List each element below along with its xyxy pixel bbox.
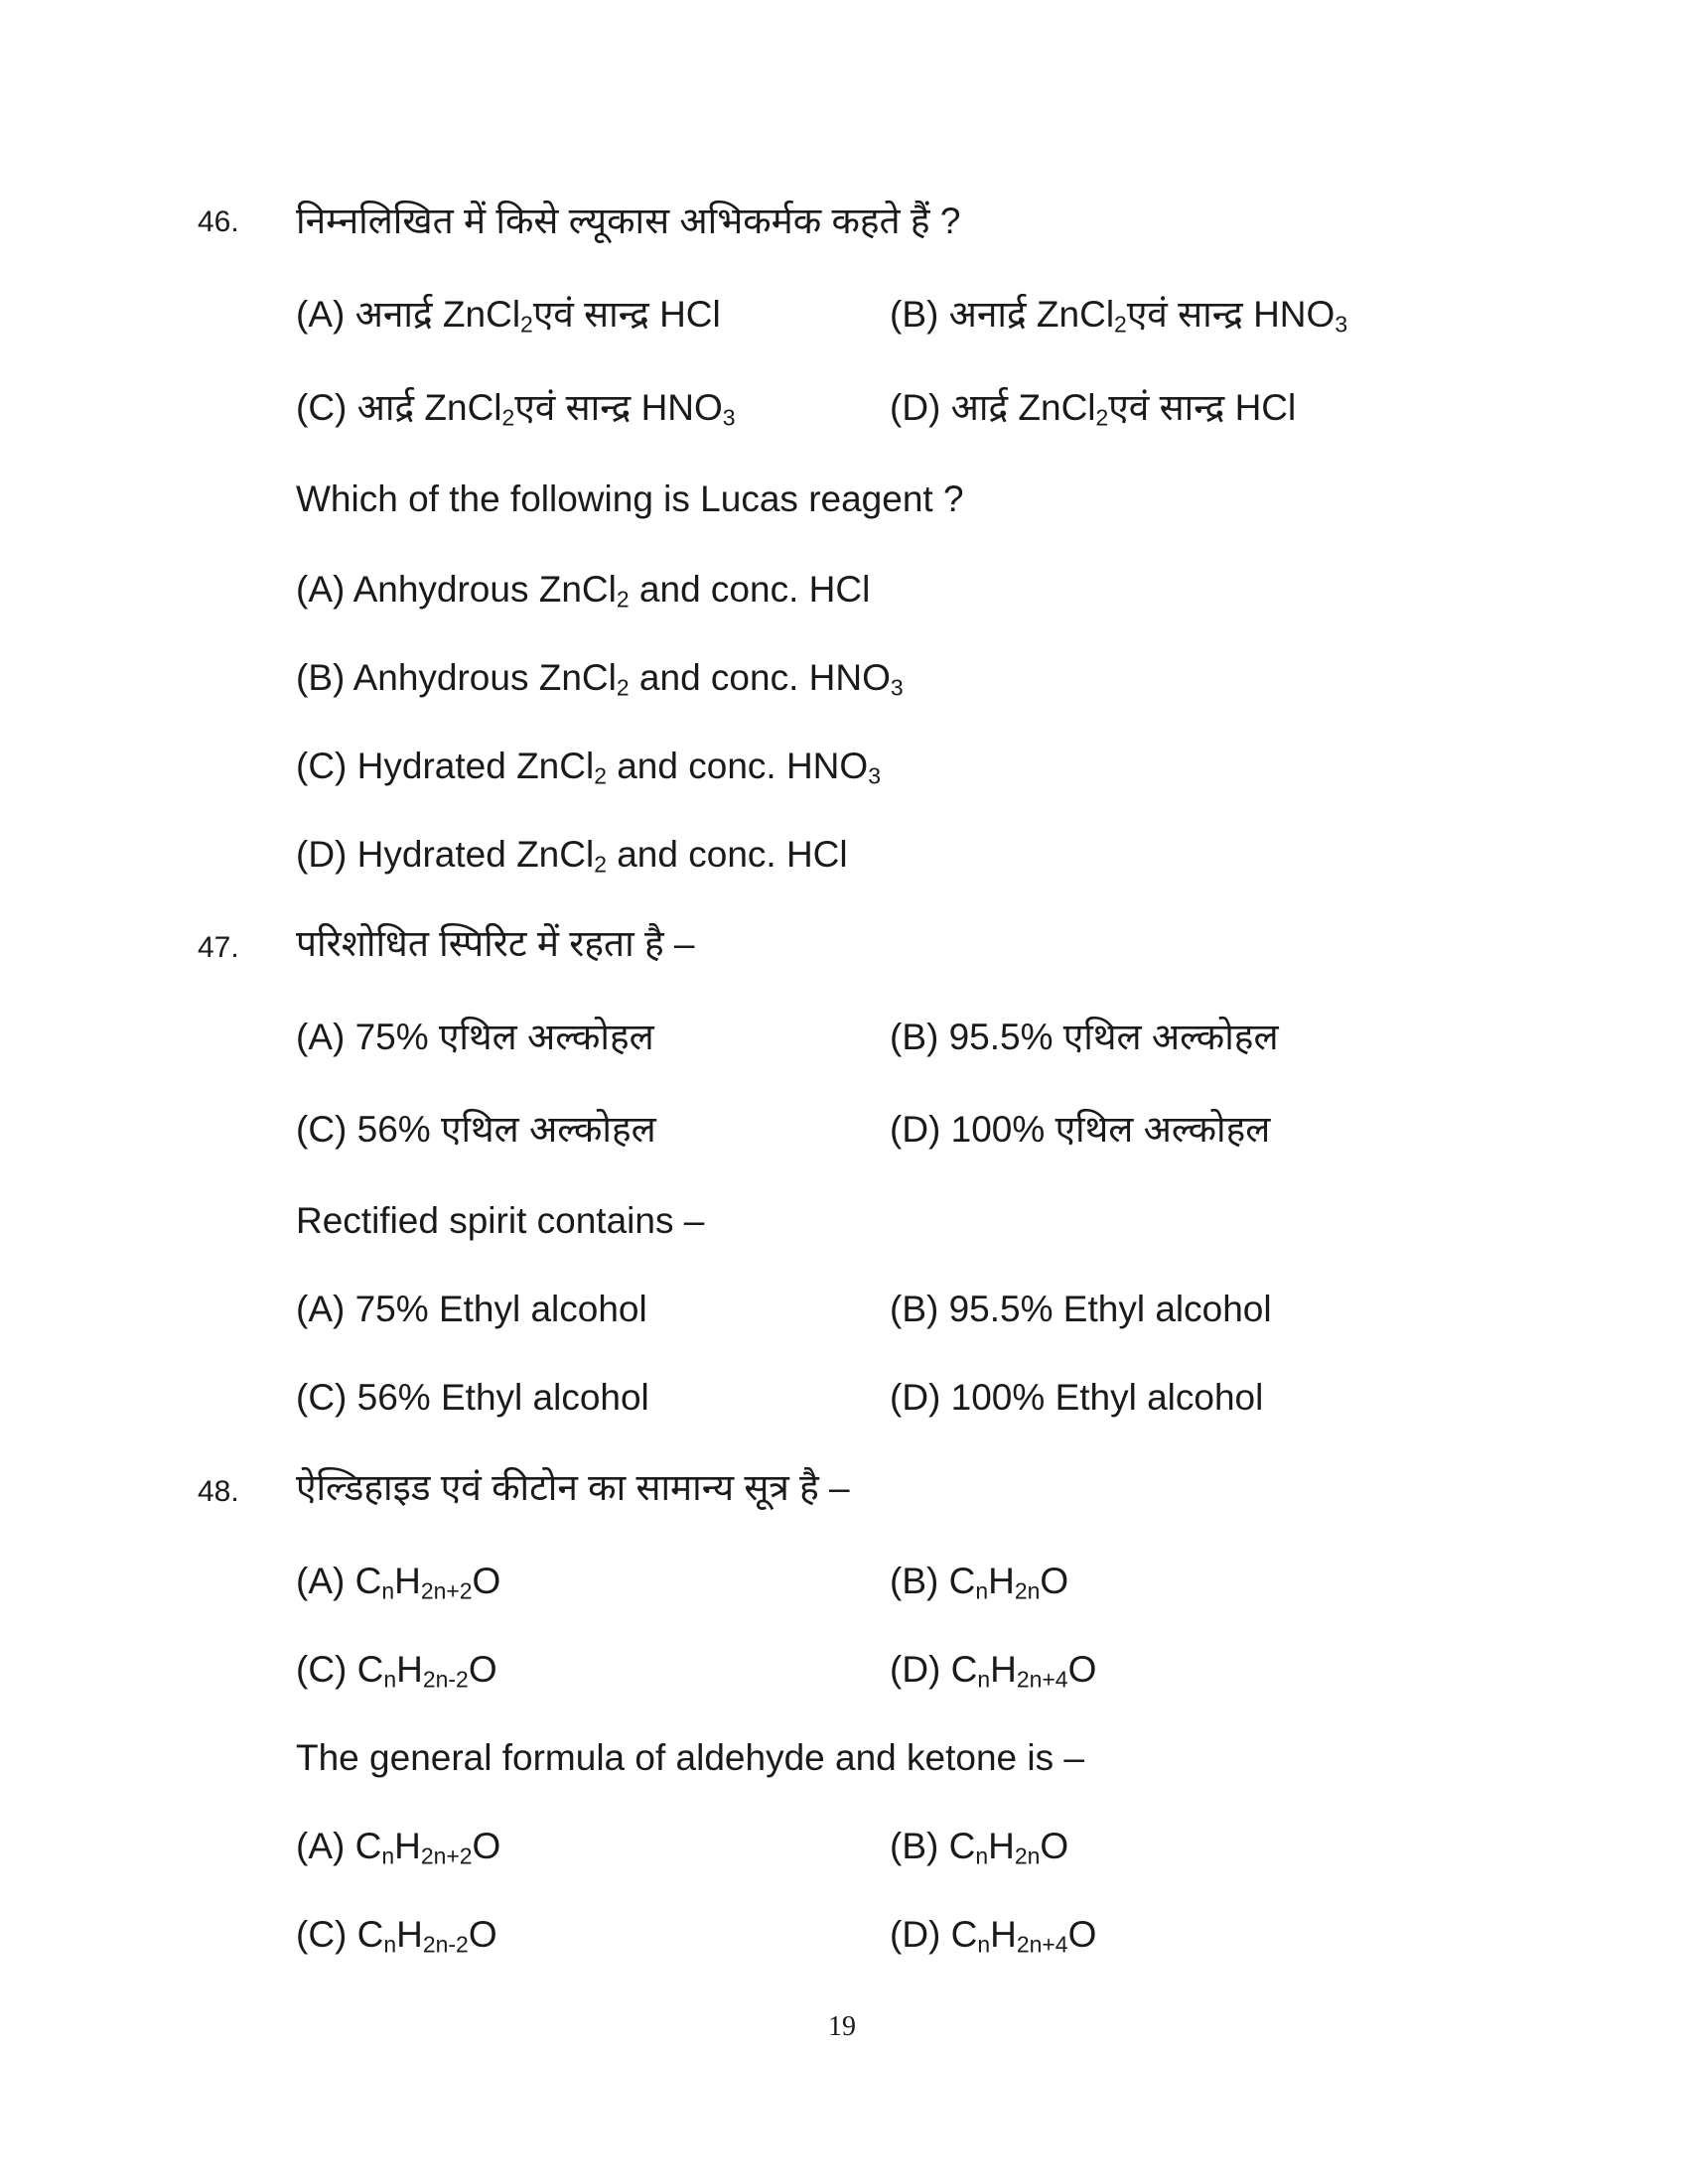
option-a-hindi: (A) $C_nH_{2n+2}O$ — [296, 1561, 501, 1604]
option-b-english: (B) $C_nH_{2n}O$ — [890, 1826, 1069, 1869]
question-text-hindi: ऐल्डिहाइड एवं कीटोन का सामान्य सूत्र है – — [296, 1467, 850, 1508]
option-a-hindi: (A) अनार्द्र ZnCl$_2$एवं सान्द्र HCl — [296, 294, 721, 338]
option-b-hindi: (B) $C_nH_{2n}O$ — [890, 1561, 1069, 1604]
question-text-english: Rectified spirit contains – — [296, 1200, 705, 1241]
option-b-english: (B) 95.5% Ethyl alcohol — [890, 1289, 1272, 1329]
option-a-hindi: (A) 75% एथिल अल्कोहल — [296, 1017, 654, 1057]
option-b-english: (B) Anhydrous ZnCl$_2$ and conc. $HNO_3$ — [296, 657, 904, 701]
option-a-english: (A) 75% Ethyl alcohol — [296, 1289, 647, 1329]
question-number: 48. — [198, 1475, 239, 1508]
option-d-hindi: (D) 100% एथिल अल्कोहल — [890, 1109, 1271, 1150]
question-text-english: The general formula of aldehyde and ketone is – — [296, 1737, 1084, 1778]
question-number: 47. — [198, 931, 239, 964]
option-a-english: (A) Anhydrous ZnCl$_2$ and conc. HCl — [296, 569, 871, 613]
option-b-hindi: (B) अनार्द्र ZnCl$_2$एवं सान्द्र $HNO_3$ — [890, 294, 1348, 338]
page-number: 19 — [828, 2011, 856, 2042]
option-c-english: (C) $C_nH_{2n-2}O$ — [296, 1914, 497, 1958]
option-d-english: (D) 100% Ethyl alcohol — [890, 1377, 1264, 1418]
question-text-hindi: निम्नलिखित में किसे ल्यूकास अभिकर्मक कहते हैं ? — [296, 201, 961, 241]
question-number: 46. — [198, 205, 239, 238]
option-c-hindi: (C) आर्द्र ZnCl$_2$एवं सान्द्र $HNO_3$ — [296, 387, 736, 431]
question-text-english: Which of the following is Lucas reagent ? — [296, 478, 964, 519]
option-c-hindi: (C) $C_nH_{2n-2}O$ — [296, 1649, 497, 1693]
option-b-hindi: (B) 95.5% एथिल अल्कोहल — [890, 1017, 1279, 1057]
option-d-english: (D) Hydrated ZnCl$_2$ and conc. HCl — [296, 834, 848, 878]
question-text-hindi: परिशोधित स्पिरिट में रहता है – — [296, 923, 695, 964]
option-c-english: (C) 56% Ethyl alcohol — [296, 1377, 649, 1418]
option-d-hindi: (D) $C_nH_{2n+4}O$ — [890, 1649, 1097, 1693]
option-c-hindi: (C) 56% एथिल अल्कोहल — [296, 1109, 656, 1150]
option-d-hindi: (D) आर्द्र ZnCl$_2$एवं सान्द्र HCl — [890, 387, 1297, 431]
option-a-english: (A) $C_nH_{2n+2}O$ — [296, 1826, 501, 1869]
option-d-english: (D) $C_nH_{2n+4}O$ — [890, 1914, 1097, 1958]
option-c-english: (C) Hydrated ZnCl$_2$ and conc. $HNO_3$ — [296, 746, 881, 789]
